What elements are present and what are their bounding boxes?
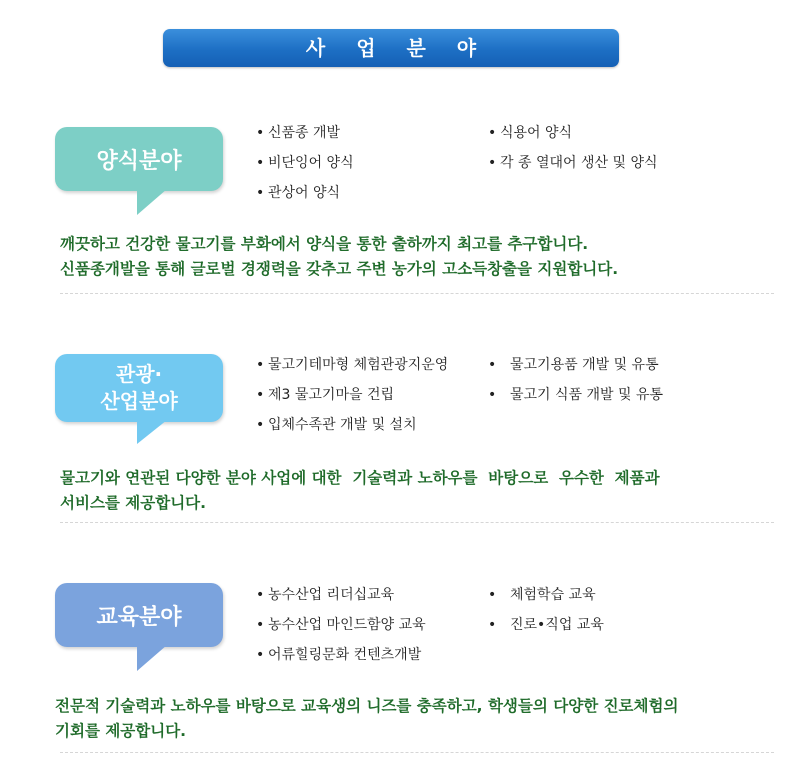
description-line: 서비스를 제공합니다. — [60, 494, 207, 512]
section-description — [55, 694, 770, 744]
bubble-tail — [137, 645, 167, 671]
section-description — [60, 232, 775, 282]
bullet-list-right — [488, 587, 604, 647]
category-title-line: 산업분야 — [100, 389, 178, 413]
section-header-bar: 사 업 분 야 — [163, 29, 619, 67]
description-line: 신품종개발을 통해 글로벌 경쟁력을 갖추고 주변 농가의 고소득창출을 지원합니다. — [60, 260, 619, 278]
bubble-tail — [137, 420, 167, 444]
list-item: • 어류힐링문화 컨텐츠개발 — [256, 647, 426, 677]
description-line: 물고기와 연관된 다양한 분야 사업에 대한 기술력과 노하우를 바탕으로 우수한 제품과 — [60, 469, 660, 487]
category-bubble-aquaculture — [55, 127, 223, 191]
list-item: • 물고기용품 개발 및 유통 — [488, 357, 663, 387]
description-line: 깨끗하고 건강한 물고기를 부화에서 양식을 통한 출하까지 최고를 추구합니다. — [60, 235, 589, 253]
category-bubble-education — [55, 583, 223, 647]
bullet-list-left — [256, 587, 426, 677]
section-description — [60, 466, 775, 516]
category-title: 양식분야 — [96, 148, 182, 174]
bubble-tail — [137, 189, 167, 215]
list-item: • 물고기테마형 체험관광지운영 — [256, 357, 448, 387]
list-item: • 제3 물고기마을 건립 — [256, 387, 448, 417]
list-item: • 농수산업 마인드함양 교육 — [256, 617, 426, 647]
list-item: • 신품종 개발 — [256, 125, 354, 155]
list-item: • 식용어 양식 — [488, 125, 658, 155]
bullet-list-left — [256, 125, 354, 215]
list-item: • 진로•직업 교육 — [488, 617, 604, 647]
description-line: 전문적 기술력과 노하우를 바탕으로 교육생의 니즈를 충족하고, 학생들의 다양한 진로체험의 — [55, 697, 679, 715]
list-item: • 관상어 양식 — [256, 185, 354, 215]
list-item: • 농수산업 리더십교육 — [256, 587, 426, 617]
category-title-line: 관광· — [115, 362, 163, 386]
bullet-list-right — [488, 357, 663, 417]
divider — [60, 522, 774, 523]
list-item: • 비단잉어 양식 — [256, 155, 354, 185]
divider — [60, 293, 774, 294]
description-line: 기회를 제공합니다. — [55, 722, 187, 740]
list-item: • 각 종 열대어 생산 및 양식 — [488, 155, 658, 185]
divider — [60, 752, 774, 753]
category-title: 교육분야 — [96, 604, 182, 630]
category-bubble-tourism — [55, 354, 223, 422]
list-item: • 체험학습 교육 — [488, 587, 604, 617]
bullet-list-left — [256, 357, 448, 447]
list-item: • 입체수족관 개발 및 설치 — [256, 417, 448, 447]
bullet-list-right — [488, 125, 658, 185]
list-item: • 물고기 식품 개발 및 유통 — [488, 387, 663, 417]
